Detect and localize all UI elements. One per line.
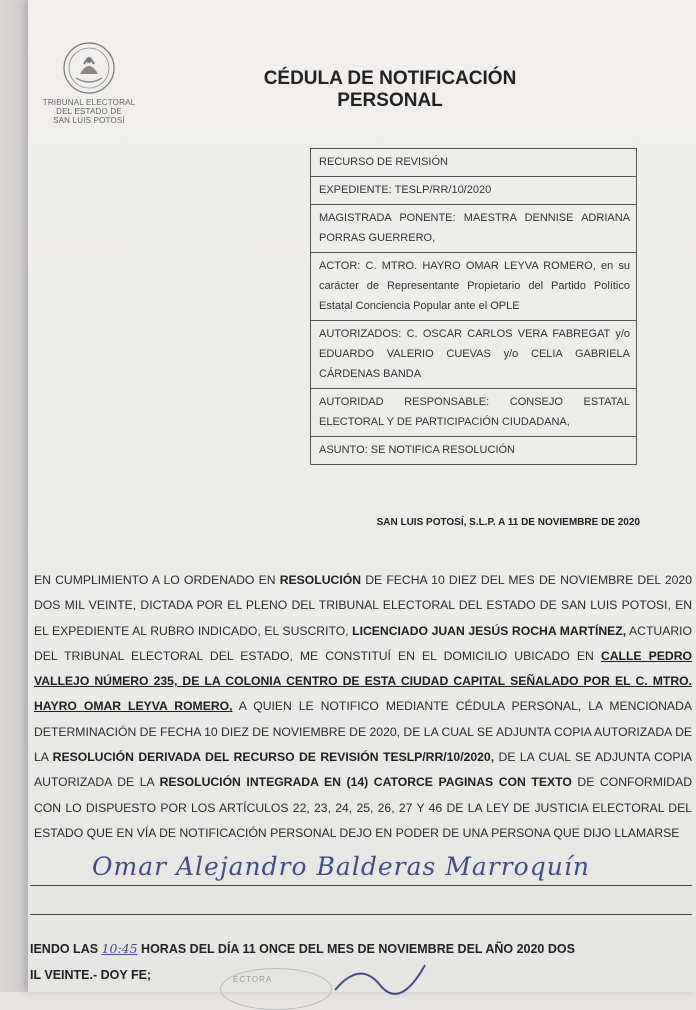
closing-line-2: IL VEINTE.- DOY FE; [30,968,152,982]
closing-prefix: IENDO LAS [30,942,102,956]
body-bold: RESOLUCIÓN INTEGRADA EN (14) CATORCE PAGINAS CON TEXTO [159,775,572,790]
case-row-autorizados: AUTORIZADOS: C. OSCAR CARLOS VERA FABREGAT y/o EDUARDO VALERIO CUEVAS y/o CELIA GABRIELA CÁRDENAS BANDA [311,321,636,389]
page-edge [0,0,28,992]
title-line-2: PERSONAL [337,90,443,111]
handwritten-time: 10:45 [101,941,138,956]
closing-suffix: HORAS DEL DÍA 11 ONCE DEL MES DE NOVIEMBRE DEL AÑO 2020 DOS [137,942,575,956]
coat-of-arms-seal-icon [58,40,120,96]
official-stamp [220,968,332,1010]
body-text: A QUIEN LE NOTIFICO MEDIANTE CÉDULA PERSONAL, LA MENCIONADA DETERMINACIÓN DE FECHA 10 DIEZ DE NOVIEMBRE DE 2020, DE LA CUAL SE ADJUNTA COPIA AUTORIZADA DE LA [34,699,692,765]
name-line [30,885,692,886]
body-text: ACTUARIO DEL TRIBUNAL ELECTORAL DEL ESTADO, ME CONSTITUÍ EN EL DOMICILIO UBICADO EN [34,623,693,663]
title-line-1: CÉDULA DE NOTIFICACIÓN [263,68,517,89]
case-row-actor: ACTOR: C. MTRO. HAYRO OMAR LEYVA ROMERO, en su carácter de Representante Propietario del Partido Político Estatal Conciencia Popular ante el OPLE [311,253,636,321]
case-row-magistrada: MAGISTRADA PONENTE: MAESTRA DENNISE ADRIANA PORRAS GUERRERO, [311,205,636,253]
body-text: EN CUMPLIMIENTO A LO ORDENADO EN [34,573,280,587]
case-row-expediente: EXPEDIENTE: TESLP/RR/10/2020 [311,177,636,205]
body-bold: RESOLUCIÓN DERIVADA DEL RECURSO DE REVISIÓN TESLP/RR/10/2020, [52,750,495,765]
body-text: DE CONFORMIDAD CON LO DISPUESTO POR LOS ARTÍCULOS 22, 23, 24, 25, 26, 27 Y 46 DE LA LEY DE JUSTICIA ELECTORAL DEL ESTADO QUE EN VÍA DE NOTIFICACIÓN PERSONAL DEJO EN PODER DE UNA PERSONA QUE DIJO LLAMARSE [34,775,692,840]
document-title [240,68,540,112]
case-row-asunto: ASUNTO: SE NOTIFICA RESOLUCIÓN [319,444,515,456]
date-line: SAN LUIS POTOSÍ, S.L.P. A 11 DE NOVIEMBRE DE 2020 [376,517,640,528]
address-text: CALLE PEDRO VALLEJO NÚMERO 235, DE LA COLONIA CENTRO DE ESTA CIUDAD CAPITAL SEÑALADO POR EL C. MTRO. HAYRO OMAR LEYVA ROMERO, [34,648,692,714]
seal-caption [34,98,144,125]
stamp-text: ECTORA [233,975,273,984]
signature-scribble-icon [330,955,450,995]
actuary-name: LICENCIADO JUAN JESÚS ROCHA MARTÍNEZ, [352,623,627,638]
seal-line-3: SAN LUIS POTOSÍ [53,116,125,125]
case-row-recurso: RECURSO DE REVISIÓN [311,149,636,177]
blank-line [30,914,692,915]
body-text: DE LA CUAL SE ADJUNTA COPIA AUTORIZADA DE LA [34,750,692,790]
seal-line-1: TRIBUNAL ELECTORAL [42,98,136,107]
notification-body [34,568,692,846]
handwritten-name: Omar Alejandro Balderas Marroquín [92,852,590,881]
body-bold: RESOLUCIÓN [279,573,362,587]
case-info-box [310,148,637,465]
case-row-autoridad: AUTORIDAD RESPONSABLE: CONSEJO ESTATAL ELECTORAL Y DE PARTICIPACIÓN CIUDADANA, [311,389,636,437]
seal-line-2: DEL ESTADO DE [56,107,122,116]
body-text: DE FECHA 10 DIEZ DEL MES DE NOVIEMBRE DEL 2020 DOS MIL VEINTE, DICTADA POR EL PLENO DEL TRIBUNAL ELECTORAL DEL ESTADO DE SAN LUIS POTOSI, EN EL EXPEDIENTE AL RUBRO INDICADO, EL SUSCRITO, [34,573,692,638]
